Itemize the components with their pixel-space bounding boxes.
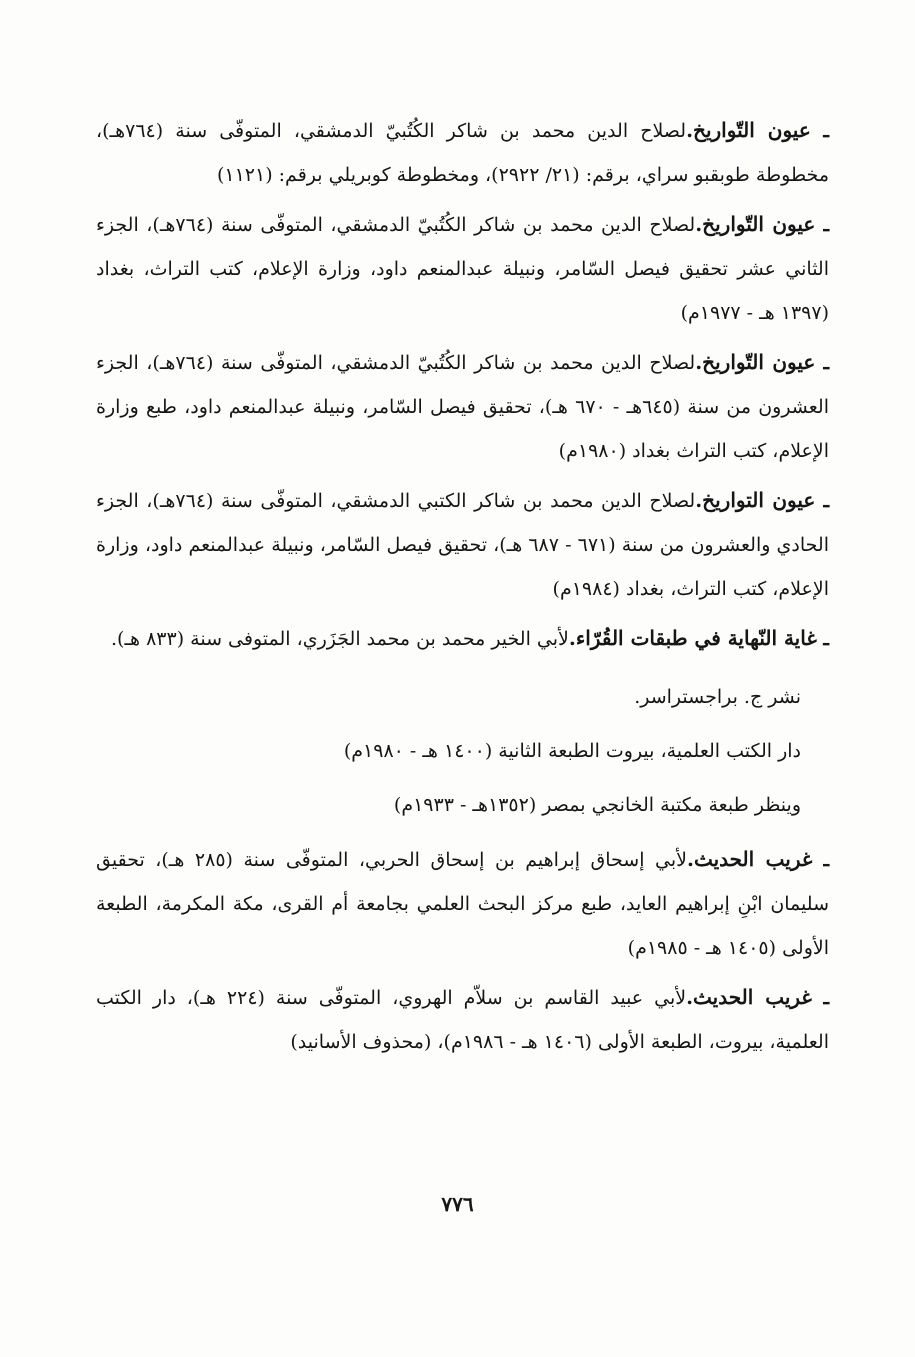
bibliography-entry-2 bbox=[96, 202, 829, 335]
entry-text: لأبي الخير محمد بن محمد الجَزَري، المتوفى سنة (٨٣٣ هـ). bbox=[111, 628, 569, 650]
entry-text: لأبي إسحاق إبراهيم بن إسحاق الحربي، المتوفّى سنة (٢٨٥ هـ)، تحقيق سليمان ابْنِ إبراهيم العايد، طبع مركز البحث العلمي بجامعة أم القرى، مكة المكرمة، الطبعة الأولى (١٤٠٥ هـ - ١٩٨٥م) bbox=[96, 849, 829, 959]
edition-notes bbox=[96, 675, 829, 827]
entry-dash: ـ bbox=[811, 987, 830, 1009]
page-number: ٧٧٦ bbox=[441, 1192, 474, 1216]
entry-dash: ـ bbox=[816, 628, 829, 650]
edition-note-3: وينظر طبعة مكتبة الخانجي بمصر (١٣٥٢هـ - ١٩٣٣م) bbox=[393, 794, 801, 816]
entry-dash: ـ bbox=[815, 490, 830, 512]
entry-text: لصلاح الدين محمد بن شاكر الكُتُبيّ الدمشقي، المتوفّى سنة (٧٦٤هـ)، الجزء العشرون من سنة (٦٤٥هـ - ٦٧٠ هـ)، تحقيق فيصل السّامر، ونبيلة عبدالمنعم داود، طبع وزارة الإعلام، كتب التراث بغداد (١٩٨٠م) bbox=[96, 352, 829, 462]
bibliography-entry-6 bbox=[96, 837, 829, 970]
entry-text: لصلاح الدين محمد بن شاكر الكُتُبيّ الدمشقي، المتوفّى سنة (٧٦٤هـ)، مخطوطة طوبقبو سراي، برقم: (٢١/ ٢٩٢٢)، ومخطوطة كوبريلي برقم: (١١٢١) bbox=[96, 120, 829, 186]
entry-text: لأبي عبيد القاسم بن سلاّم الهروي، المتوفّى سنة (٢٢٤ هـ)، دار الكتب العلمية، بيروت، الطبعة الأولى (١٤٠٦ هـ - ١٩٨٦م)، (محذوف الأسانيد) bbox=[96, 987, 829, 1053]
bibliography-entry-5 bbox=[96, 616, 829, 661]
entry-title: عيون التّواريخ. bbox=[695, 350, 816, 374]
entry-text: لصلاح الدين محمد بن شاكر الكتبي الدمشقي، المتوفّى سنة (٧٦٤هـ)، الجزء الحادي والعشرون من سنة (٦٧١ - ٦٨٧ هـ)، تحقيق فيصل السّامر، ونبيلة عبدالمنعم داود، وزارة الإعلام، كتب التراث، بغداد (١٩٨٤م) bbox=[96, 490, 829, 600]
entry-title: غريب الحديث. bbox=[686, 847, 813, 871]
bibliography-content bbox=[96, 108, 829, 1069]
bibliography-entry-4 bbox=[96, 478, 829, 611]
entry-dash: ـ bbox=[815, 214, 830, 236]
entry-dash: ـ bbox=[810, 120, 830, 142]
bibliography-entry-1 bbox=[96, 108, 829, 197]
entry-title: عيون التواريخ. bbox=[695, 488, 816, 512]
bibliography-entry-7 bbox=[96, 975, 829, 1064]
edition-note-2: دار الكتب العلمية، بيروت الطبعة الثانية (١٤٠٠ هـ - ١٩٨٠م) bbox=[343, 740, 801, 762]
entry-title: غريب الحديث. bbox=[686, 985, 812, 1009]
entry-title: غاية النّهاية في طبقات القُرّاء. bbox=[568, 626, 817, 650]
entry-dash: ـ bbox=[812, 849, 830, 871]
bibliography-entry-3 bbox=[96, 340, 829, 473]
entry-title: عيون التّواريخ. bbox=[686, 118, 811, 142]
entry-text: لصلاح الدين محمد بن شاكر الكُتُبيّ الدمشقي، المتوفّى سنة (٧٦٤هـ)، الجزء الثاني عشر تحقيق فيصل السّامر، ونبيلة عبدالمنعم داود، وزارة الإعلام، كتب التراث، بغداد (١٣٩٧ هـ - ١٩٧٧م) bbox=[96, 214, 829, 324]
entry-title: عيون التّواريخ. bbox=[695, 212, 816, 236]
edition-note-1: نشر ج. براجستراسر. bbox=[634, 686, 801, 708]
entry-dash: ـ bbox=[815, 352, 830, 374]
